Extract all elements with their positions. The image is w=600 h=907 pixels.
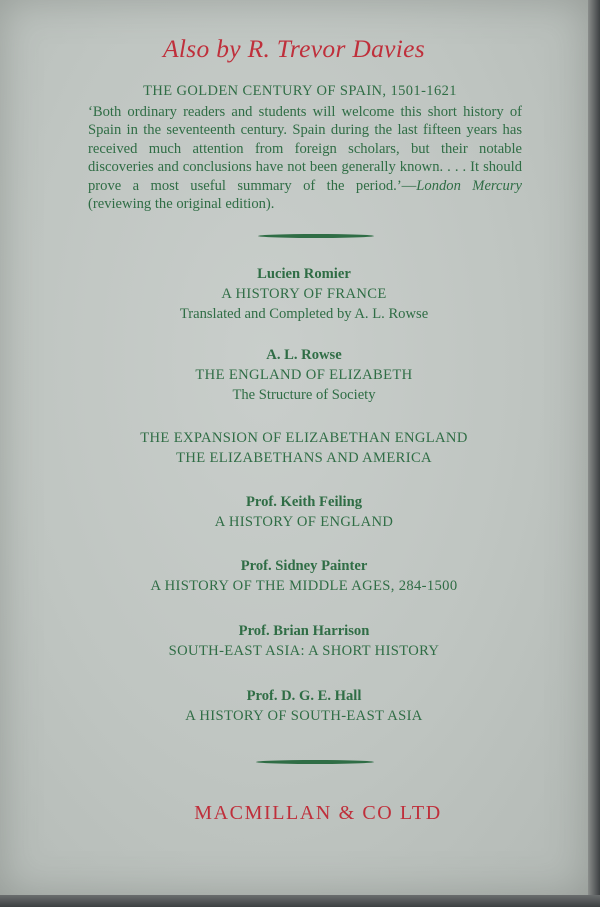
book-title: A HISTORY OF ENGLAND <box>214 514 394 530</box>
book-entry-feiling <box>0 492 600 532</box>
book-author: A. L. Rowse <box>266 347 342 363</box>
book-author: Prof. Brian Harrison <box>238 623 370 639</box>
review-text: ‘Both ordinary readers and students will welcome this short history of Spain in the seventeenth century. Spain during the last fifteen years has received much attention from foreign scholars, but their notable discoveries and conclusions have not been generally known. . . . It should prove a most useful summary of the period.’— <box>88 104 522 194</box>
book-entry-rowse <box>0 345 600 405</box>
book-subtitle: Translated and Completed by A. L. Rowse <box>179 306 429 322</box>
book-author: Prof. Sidney Painter <box>240 558 368 574</box>
book-entry-harrison <box>0 621 600 661</box>
review-source: London Mercury <box>416 177 522 194</box>
book-entry-hall <box>0 686 600 726</box>
book-title: A HISTORY OF THE MIDDLE AGES, 284-1500 <box>150 578 458 594</box>
book-author: Prof. D. G. E. Hall <box>246 688 362 704</box>
jacket-edge-right <box>588 0 600 907</box>
review-note: (reviewing the original edition). <box>88 196 275 213</box>
book-author: Prof. Keith Feiling <box>245 494 363 510</box>
book-entry-painter <box>0 556 600 596</box>
featured-review <box>88 103 522 213</box>
header-title: Also by R. Trevor Davies <box>163 34 425 63</box>
book-author: Lucien Romier <box>257 266 351 282</box>
divider-top <box>258 234 374 238</box>
publisher-name: MACMILLAN & CO LTD <box>194 802 442 824</box>
book-entry-romier <box>0 264 600 324</box>
book-title: THE ELIZABETHANS AND AMERICA <box>176 450 432 466</box>
book-title: SOUTH-EAST ASIA: A SHORT HISTORY <box>168 643 440 659</box>
featured-book-title: THE GOLDEN CENTURY OF SPAIN, 1501-1621 <box>143 83 457 99</box>
book-title: A HISTORY OF SOUTH-EAST ASIA <box>185 708 423 724</box>
book-title: A HISTORY OF FRANCE <box>221 286 387 302</box>
divider-bottom <box>256 760 374 764</box>
jacket-edge-bottom <box>0 895 600 907</box>
book-entry-rowse-more <box>0 428 600 468</box>
book-subtitle: The Structure of Society <box>232 387 376 403</box>
book-title: THE ENGLAND OF ELIZABETH <box>195 367 413 383</box>
book-title: THE EXPANSION OF ELIZABETHAN ENGLAND <box>140 430 468 446</box>
